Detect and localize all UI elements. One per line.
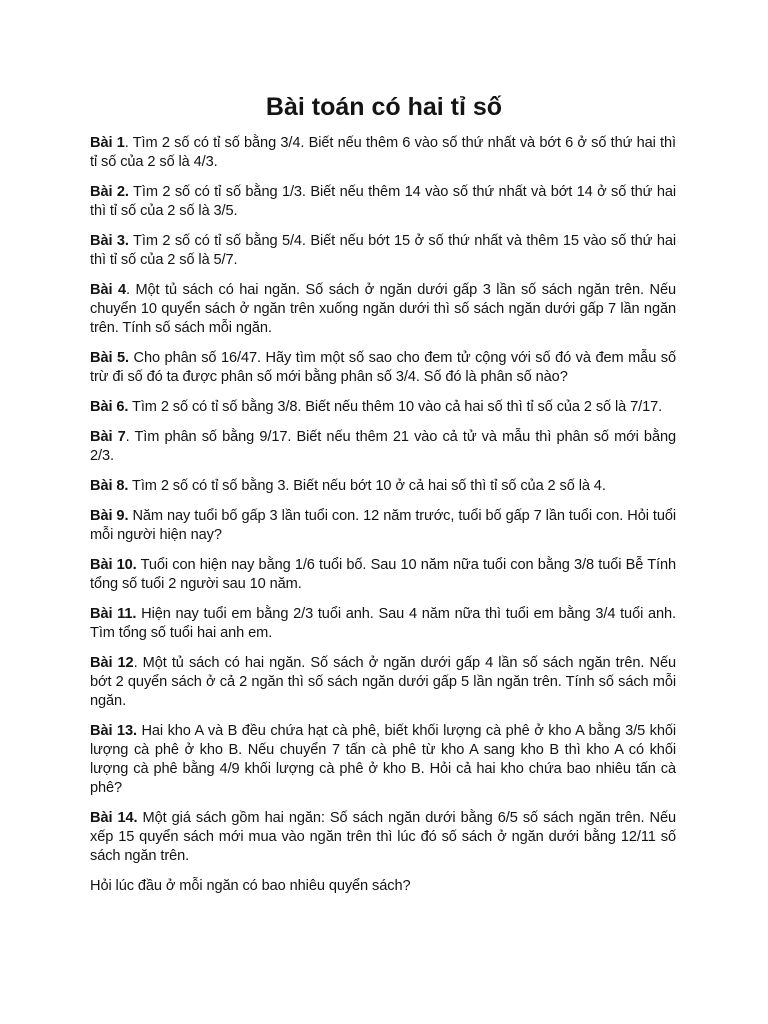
problem-text: Cho phân số 16/47. Hãy tìm một số sao cho đem tử cộng với số đó và đem mẫu số trừ đi số đó ta được phân số mới bằng phân số 3/4. Số đó là phân số nào? xyxy=(90,350,676,385)
problem-label: Bài 1 xyxy=(90,135,125,151)
problem-1 xyxy=(90,134,676,172)
problem-label: Bài 7 xyxy=(90,429,126,445)
problem-text: Năm nay tuổi bố gấp 3 lần tuổi con. 12 năm trước, tuổi bố gấp 7 lần tuổi con. Hỏi tuổi mỗi người hiện nay? xyxy=(90,508,677,543)
problem-label: Bài 6. xyxy=(90,399,129,415)
problem-label: Bài 4 xyxy=(90,282,126,298)
problem-10 xyxy=(90,556,676,594)
problem-6 xyxy=(90,398,676,417)
problem-3 xyxy=(90,232,676,270)
problem-text: Tìm 2 số có tỉ số bằng 1/3. Biết nếu thêm 14 vào số thứ nhất và bớt 14 ở số thứ hai thì tỉ số của 2 số là 3/5. xyxy=(90,184,676,219)
problem-text: Hiện nay tuổi em bằng 2/3 tuổi anh. Sau 4 năm nữa thì tuổi em bằng 3/4 tuổi anh. Tìm tổng số tuổi hai anh em. xyxy=(90,606,677,641)
problem-label: Bài 10. xyxy=(90,557,137,573)
problem-label: Bài 2. xyxy=(90,184,129,200)
problem-8 xyxy=(90,477,676,496)
problem-14 xyxy=(90,809,676,866)
problem-text: Tuổi con hiện nay bằng 1/6 tuổi bố. Sau 10 năm nữa tuổi con bằng 3/8 tuổi Bễ Tính tổng số tuổi 2 người sau 10 năm. xyxy=(90,557,676,592)
closing-question: Hỏi lúc đầu ở mỗi ngăn có bao nhiêu quyển sách? xyxy=(90,878,411,894)
problem-label: Bài 8. xyxy=(90,478,129,494)
problem-label: Bài 5. xyxy=(90,350,129,366)
problem-13 xyxy=(90,722,676,798)
problem-label: Bài 11. xyxy=(90,606,137,622)
problem-4 xyxy=(90,281,676,338)
problem-12 xyxy=(90,654,676,711)
problem-text: . Một tủ sách có hai ngăn. Số sách ở ngăn dưới gấp 3 lần số sách ngăn trên. Nếu chuyển 10 quyển sách ở ngăn trên xuống ngăn dưới thì số sách ngăn dưới gấp 7 lần ngăn trên. Tính số sách mỗi ngăn. xyxy=(90,282,676,336)
problem-text: Một giá sách gồm hai ngăn: Số sách ngăn dưới bằng 6/5 số sách ngăn trên. Nếu xếp 15 quyển sách mới mua vào ngăn trên thì lúc đó số sách ở ngăn dưới bằng 12/11 số sách ngăn trên. xyxy=(90,810,677,864)
problem-text: . Tìm 2 số có tỉ số bằng 3/4. Biết nếu thêm 6 vào số thứ nhất và bớt 6 ở số thứ hai thì tỉ số của 2 số là 4/3. xyxy=(90,135,676,170)
problem-text: . Một tủ sách có hai ngăn. Số sách ở ngăn dưới gấp 4 lần số sách ngăn trên. Nếu bớt 2 quyển sách ở cả 2 ngăn thì số sách ngăn dưới gấp 5 lần ngăn trên. Tính số sách mỗi ngăn. xyxy=(90,655,676,709)
problem-list xyxy=(90,134,676,896)
problem-label: Bài 14. xyxy=(90,810,138,826)
problem-9 xyxy=(90,507,676,545)
problem-text: Hai kho A và B đều chứa hạt cà phê, biết khối lượng cà phê ở kho A bằng 3/5 khối lượng cà phê ở kho B. Nếu chuyển 7 tấn cà phê từ kho A sang kho B thì kho A có khối lượng cà phê bằng 4/9 khối lượng cà phê ở kho B. Hỏi cả hai kho chứa bao nhiêu tấn cà phê? xyxy=(90,723,676,796)
problem-label: Bài 12 xyxy=(90,655,134,671)
problem-label: Bài 13. xyxy=(90,723,137,739)
problem-text: Tìm 2 số có tỉ số bằng 3. Biết nếu bớt 10 ở cả hai số thì tỉ số của 2 số là 4. xyxy=(128,478,606,494)
problem-11 xyxy=(90,605,676,643)
problem-7 xyxy=(90,428,676,466)
problem-text: Tìm 2 số có tỉ số bằng 3/8. Biết nếu thêm 10 vào cả hai số thì tỉ số của 2 số là 7/17. xyxy=(128,399,663,415)
problem-text: Tìm 2 số có tỉ số bằng 5/4. Biết nếu bớt 15 ở số thứ nhất và thêm 15 vào số thứ hai thì tỉ số của 2 số là 5/7. xyxy=(90,233,676,268)
page-title: Bài toán có hai tỉ số xyxy=(265,93,503,121)
problem-label: Bài 9. xyxy=(90,508,129,524)
problem-2 xyxy=(90,183,676,221)
problem-5 xyxy=(90,349,676,387)
problem-label: Bài 3. xyxy=(90,233,129,249)
problem-text: . Tìm phân số bằng 9/17. Biết nếu thêm 21 vào cả tử và mẫu thì phân số mới bằng 2/3. xyxy=(90,429,676,464)
